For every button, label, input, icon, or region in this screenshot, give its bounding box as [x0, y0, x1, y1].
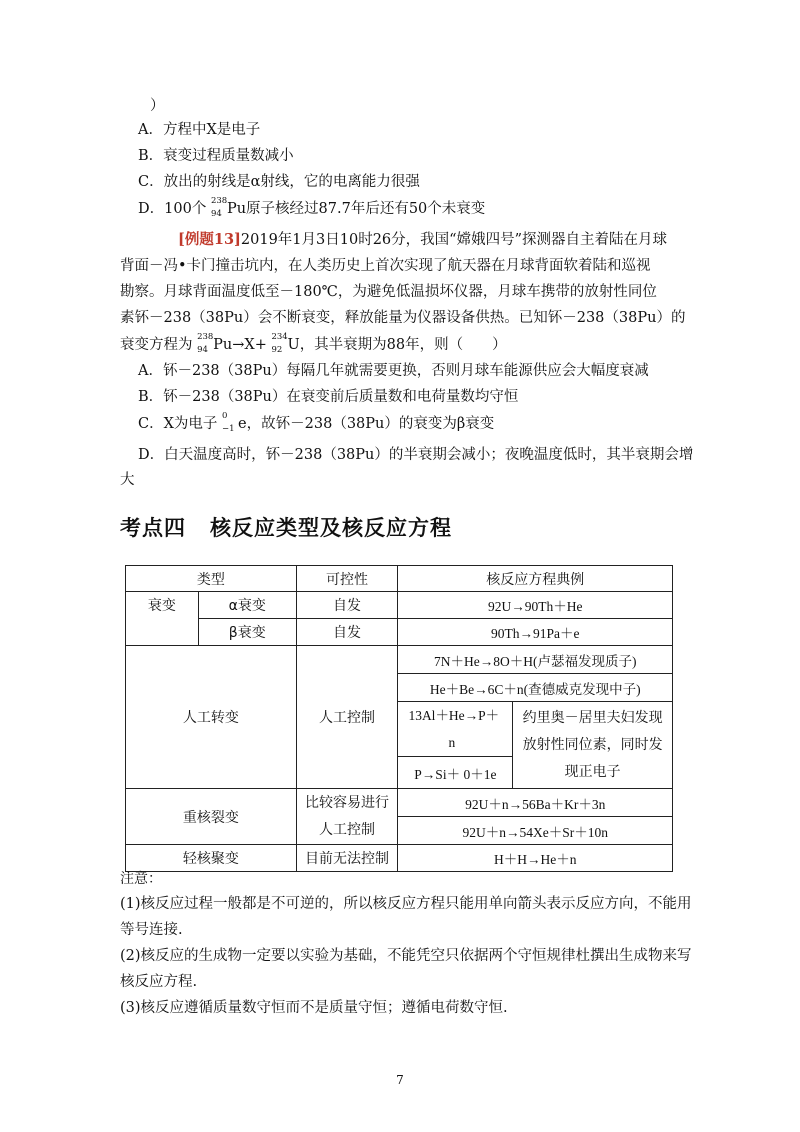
option-label: D．	[138, 201, 165, 217]
option-label: A．	[138, 363, 163, 379]
q13-line-2: 背面－冯•卡门撞击坑内，在人类历史上首次实现了航天器在月球背面软着陆和巡视	[120, 258, 651, 274]
artificial-equation-2: He＋Be→6C＋n(查德威克发现中子)	[398, 674, 673, 702]
nuclear-reaction-table	[125, 565, 673, 872]
option-text: 白天温度高时，钚－238（38Pu）的半衰期会减小；夜晚温度低时，其半衰期会增	[164, 447, 694, 463]
q13-option-d	[138, 445, 693, 465]
joliot-curie-note: 约里奥－居里夫妇发现 放射性同位素，同时发 现正电子	[513, 702, 673, 789]
option-text: 钚－238（38Pu）每隔几年就需要更换，否则月球车能源供应会大幅度衰减	[162, 363, 649, 379]
fusion-equation: H＋H→He＋n	[398, 845, 673, 872]
table-row	[126, 845, 673, 872]
note-3: (3)核反应遵循质量数守恒而不是质量守恒；遵循电荷数守恒.	[120, 1000, 508, 1016]
table-row	[126, 789, 673, 817]
option-label: D．	[138, 447, 165, 463]
nuclide-symbol: Pu	[226, 201, 247, 217]
option-text: 衰变过程质量数减小	[163, 148, 294, 164]
notes-title: 注意：	[120, 871, 162, 887]
fission-label: 重核裂变	[126, 789, 297, 845]
fission-equation-1: 92U＋n→56Ba＋Kr＋3n	[398, 789, 673, 817]
option-text: 放出的射线是α射线，它的电离能力很强	[163, 174, 420, 190]
q12-option-d	[138, 196, 486, 219]
artificial-label: 人工转变	[126, 646, 297, 789]
nuclide-u: 234 92	[271, 332, 288, 355]
header-control: 可控性	[296, 566, 398, 592]
note-2-cont: 核反应方程.	[120, 974, 198, 990]
q13-option-c: C．X为电子 0 −1 e，故钚－238（38Pu）的衰变为β衰变	[138, 411, 495, 434]
section-heading	[120, 512, 452, 542]
beta-equation: 90Th→91Pa＋e	[398, 619, 673, 646]
q12-option-a	[138, 120, 260, 140]
page-number: 7	[396, 1073, 404, 1087]
decay-label: 衰变	[126, 592, 199, 646]
q13-line-1: [例题13]2019年1月3日10时26分，我国“嫦娥四号”探测器自主着陆在月球	[178, 231, 667, 248]
alpha-control: 自发	[296, 592, 398, 619]
table-row	[126, 646, 673, 674]
artificial-equation-3: 13Al＋He→P＋ n	[398, 702, 513, 757]
q13-option-d-cont: 大	[120, 472, 135, 488]
table-header-row	[126, 566, 673, 592]
fission-equation-2: 92U＋n→54Xe＋Sr＋10n	[398, 817, 673, 845]
note-1-cont: 等号连接.	[120, 922, 183, 938]
nuclide-electron: 0 −1	[222, 411, 235, 434]
nuclide-pu: 238 94	[197, 332, 214, 355]
option-label: C．	[138, 174, 164, 190]
note-2: (2)核反应的生成物一定要以实验为基础，不能凭空只依据两个守恒规律杜撰出生成物来写	[120, 948, 692, 964]
option-label: A．	[138, 122, 163, 138]
q13-option-b	[138, 387, 518, 407]
note-1: (1)核反应过程一般都是不可逆的，所以核反应方程只能用单向箭头表示反应方向，不能用	[120, 896, 692, 912]
artificial-equation-1: 7N＋He→8O＋H(卢瑟福发现质子)	[398, 646, 673, 674]
option-label: B．	[138, 389, 164, 405]
beta-label: β衰变	[198, 619, 296, 646]
table-row	[126, 592, 673, 619]
example-tag: [例题13]	[178, 231, 241, 248]
option-post: 原子核经过87.7年后还有50个未衰变	[246, 201, 486, 217]
alpha-equation: 92U→90Th＋He	[398, 592, 673, 619]
option-text: 钚－238（38Pu）在衰变前后质量数和电荷量数均守恒	[163, 389, 519, 405]
option-text: 方程中X是电子	[162, 122, 261, 138]
q13-equation-line: 衰变方程为 238 94 Pu→X+ 234 92 U，其半衰期为88年，则（ ）	[120, 332, 507, 355]
fusion-label: 轻核聚变	[126, 845, 297, 872]
option-pre: 100个	[164, 201, 207, 217]
q13-option-a	[138, 361, 649, 381]
header-type: 类型	[126, 566, 297, 592]
beta-control: 自发	[296, 619, 398, 646]
table-row	[126, 619, 673, 646]
q12-option-c	[138, 172, 420, 192]
section-number: 考点四	[120, 516, 186, 540]
header-example: 核反应方程典例	[398, 566, 673, 592]
q13-line-4: 素钚－238（38Pu）会不断衰变，释放能量为仪器设备供热。已知钚－238（38Pu）的	[120, 310, 686, 326]
fission-control: 比较容易进行 人工控制	[296, 789, 398, 845]
artificial-control: 人工控制	[296, 646, 398, 789]
q12-paren-tail: ）	[150, 98, 165, 114]
alpha-label: α衰变	[198, 592, 296, 619]
artificial-equation-4: P→Si＋ 0＋1e	[398, 757, 513, 789]
option-label: C．	[138, 416, 164, 432]
fusion-control: 目前无法控制	[296, 845, 398, 872]
q13-line-3: 勘察。月球背面温度低至－180℃，为避免低温损坏仪器，月球车携带的放射性同位	[120, 284, 657, 300]
option-label: B．	[138, 148, 164, 164]
section-title: 核反应类型及核反应方程	[210, 516, 452, 540]
q12-option-b	[138, 146, 294, 166]
nuclide-pu: 238 94	[210, 196, 228, 219]
